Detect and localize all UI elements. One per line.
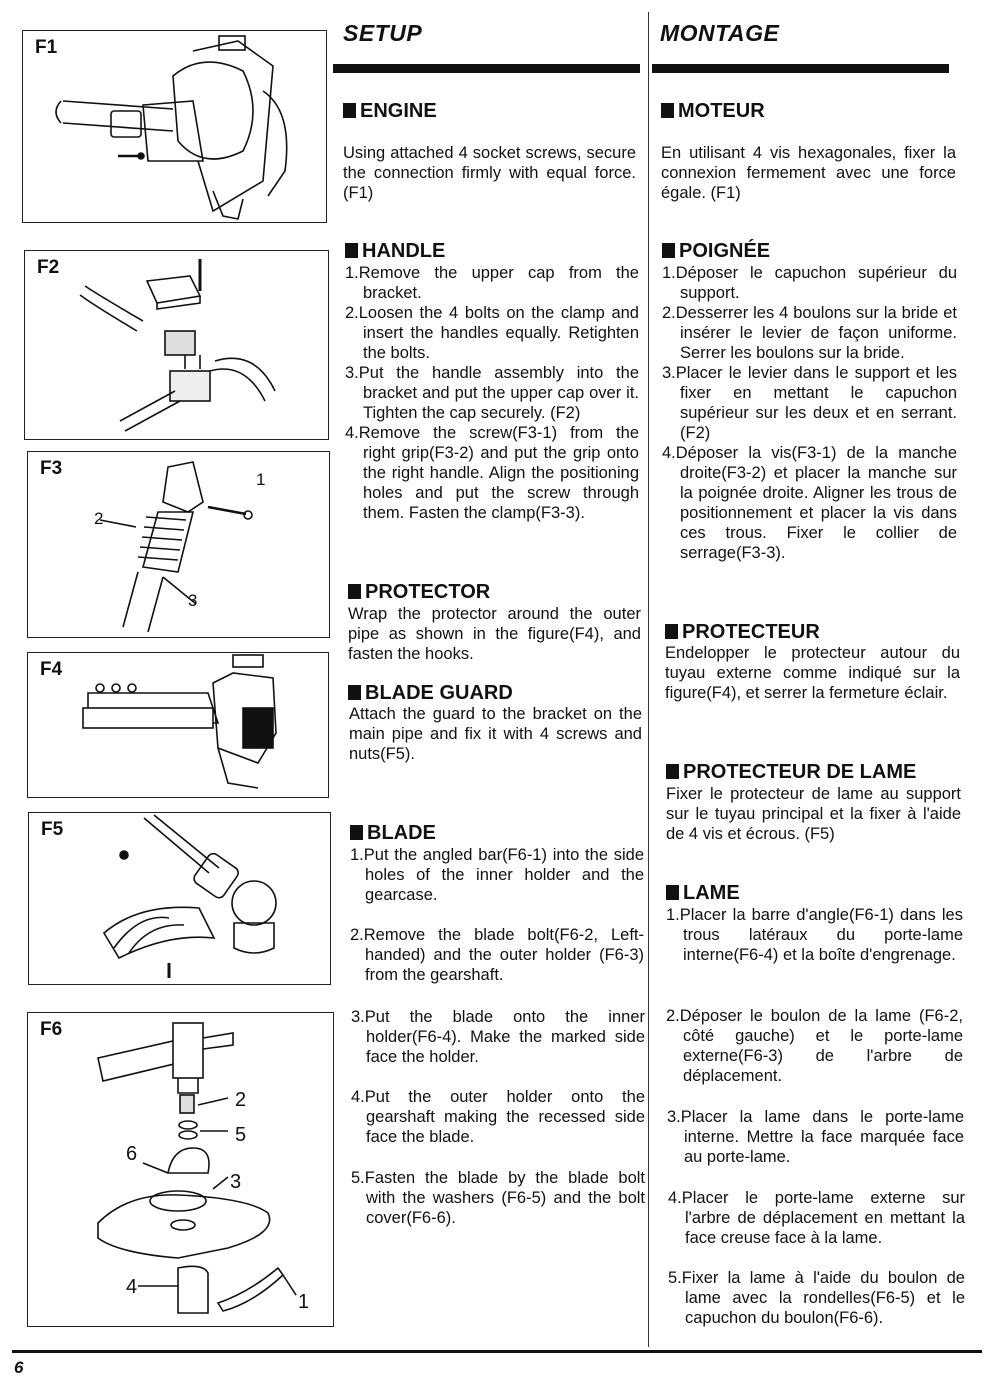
blade-heading: BLADE — [350, 822, 436, 845]
footer-rule — [12, 1350, 982, 1353]
moteur-heading: MOTEUR — [661, 100, 765, 123]
engine-heading: ENGINE — [343, 100, 437, 123]
blade-step: 1.Put the angled bar(F6-1) into the side holes of the inner holder and the gearcase. — [350, 846, 644, 904]
figure-label: F6 — [40, 1019, 63, 1040]
figure-label: F2 — [37, 257, 60, 278]
callout-3: 3 — [188, 591, 198, 610]
lame-step: 3.Placer la lame dans le porte-lame interne. Mettre la face marquée face au porte-lame. — [667, 1108, 964, 1166]
column-divider — [648, 12, 649, 1347]
lame-heading: LAME — [666, 882, 740, 905]
montage-title: MONTAGE — [660, 20, 780, 46]
figure-label: F3 — [40, 458, 63, 479]
poignee-steps — [662, 263, 957, 563]
blade-step: 4.Put the outer holder onto the gearshaft making the recessed side face the blade. — [351, 1088, 645, 1146]
list-item: 3.Placer le levier dans le support et les fixer en mettant le capuchon supérieur sur les deux et en serrant. (F2) — [662, 364, 957, 442]
engine-text: Using attached 4 socket screws, secure the connection firmly with equal force. (F1) — [343, 144, 636, 202]
protecteur-lame-text: Fixer le protecteur de lame au support sur le tuyau principal et la fixer à l'aide de 4 vis et écrous. (F5) — [666, 785, 961, 843]
list-item: 4.Déposer la vis(F3-1) de la manche droite(F3-2) et placer la manche sur la poignée droite. Aligner les trous de positionnement et placer la vis dans ces trous. Fixer le collier de serrage(F3-3). — [662, 444, 957, 562]
protecteur-text: Endelopper le protecteur autour du tuyau externe comme indiqué sur la figure(F4), et serrer la fermeture éclair. — [665, 644, 960, 702]
callout-2: 2 — [235, 1089, 247, 1111]
figure-f4 — [27, 652, 329, 798]
figure-f6 — [27, 1012, 334, 1327]
lame-step: 2.Déposer le boulon de la lame (F6-2, côté gauche) et le porte-lame externe(F6-3) de l'arbre de déplacement. — [666, 1007, 963, 1085]
callout-3: 3 — [230, 1171, 242, 1193]
montage-title-rule — [652, 64, 949, 73]
poignee-heading: POIGNÉE — [662, 240, 770, 263]
blade-assembly-illustration — [28, 1013, 335, 1328]
lame-step: 5.Fixer la lame à l'aide du boulon de lame avec la rondelles(F6-5) et le capuchon du boulon(F6-6). — [668, 1269, 965, 1327]
blade-guard-heading: BLADE GUARD — [348, 682, 513, 705]
protector-text: Wrap the protector around the outer pipe as shown in the figure(F4), and fasten the hooks. — [348, 605, 641, 663]
list-item: 3.Put the handle assembly into the bracket and put the upper cap over it. Tighten the cap securely. (F2) — [345, 364, 639, 422]
figure-label: F5 — [41, 819, 64, 840]
callout-2: 2 — [94, 509, 104, 528]
list-item: 2.Loosen the 4 bolts on the clamp and insert the handles equally. Retighten the bolts. — [345, 304, 639, 362]
figure-f1 — [22, 30, 327, 223]
moteur-text: En utilisant 4 vis hexagonales, fixer la connexion fermement avec une force égale. (F1) — [661, 144, 956, 202]
protector-illustration — [28, 653, 330, 799]
lame-step: 4.Placer le porte-lame externe sur l'arbre de déplacement en mettant la face creuse face à la lame. — [668, 1189, 965, 1247]
callout-1: 1 — [298, 1291, 310, 1313]
figure-label: F1 — [35, 37, 58, 58]
blade-step: 5.Fasten the blade by the blade bolt with the washers (F6-5) and the bolt cover(F6-6). — [351, 1169, 645, 1227]
figure-label: F4 — [40, 659, 63, 680]
blade-guard-text: Attach the guard to the bracket on the main pipe and fix it with 4 screws and nuts(F5). — [349, 705, 642, 763]
blade-guard-illustration — [29, 813, 332, 986]
figure-f5 — [28, 812, 331, 985]
setup-title-rule — [333, 64, 640, 73]
protector-heading: PROTECTOR — [348, 581, 490, 604]
figure-f2 — [24, 250, 329, 440]
figure-f3 — [27, 451, 330, 638]
protecteur-lame-heading: PROTECTEUR DE LAME — [666, 761, 916, 784]
blade-step: 3.Put the blade onto the inner holder(F6-4). Make the marked side face the holder. — [351, 1008, 645, 1066]
list-item: 2.Desserrer les 4 boulons sur la bride et insérer le levier de façon uniforme. Serrer les boulons sur la bride. — [662, 304, 957, 362]
list-item: 4.Remove the screw(F3-1) from the right grip(F3-2) and put the grip onto the right handle. Align the positioning holes and put the screw through them. Fasten the clamp(F3-3). — [345, 424, 639, 522]
handle-heading: HANDLE — [345, 240, 445, 263]
page-number: 6 — [14, 1358, 24, 1377]
lame-step: 1.Placer la barre d'angle(F6-1) dans les trous latéraux du porte-lame interne(F6-4) et la boîte d'engrenage. — [666, 906, 963, 964]
protecteur-heading: PROTECTEUR — [665, 621, 820, 644]
grip-illustration — [28, 452, 331, 639]
callout-4: 4 — [126, 1276, 138, 1298]
list-item: 1.Remove the upper cap from the bracket. — [345, 264, 639, 302]
blade-step: 2.Remove the blade bolt(F6-2, Left-handed) and the outer holder (F6-3) from the gearshaft. — [350, 926, 644, 984]
handle-steps — [345, 263, 639, 523]
handle-clamp-illustration — [25, 251, 330, 441]
setup-title: SETUP — [343, 20, 423, 46]
list-item: 1.Déposer le capuchon supérieur du support. — [662, 264, 957, 302]
callout-5: 5 — [235, 1124, 247, 1146]
engine-illustration — [23, 31, 328, 224]
callout-6: 6 — [126, 1143, 138, 1165]
callout-1: 1 — [256, 470, 266, 489]
